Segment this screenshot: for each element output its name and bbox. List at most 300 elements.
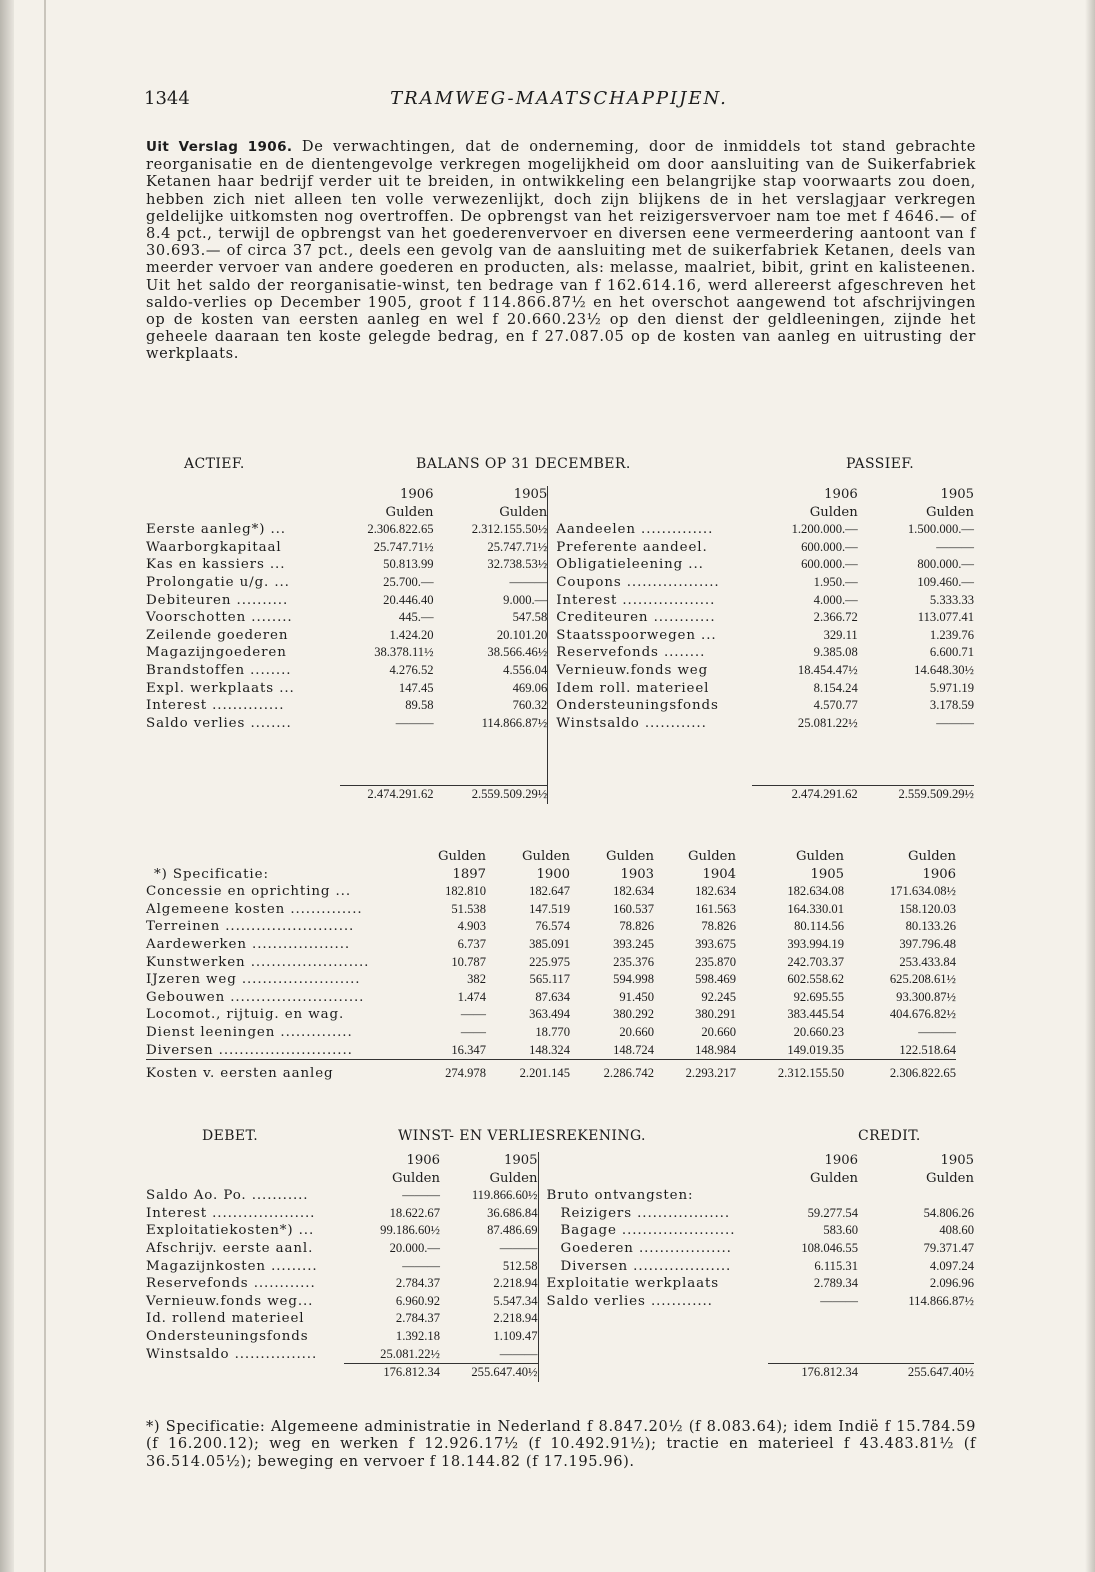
asset-value-1905: 38.566.46½: [487, 645, 548, 660]
credit-value-1905: 2.096.96: [929, 1276, 974, 1291]
credit-value-1905: 79.371.47: [923, 1240, 974, 1255]
header-spacer: [146, 1170, 344, 1188]
header-spacer: [146, 504, 340, 522]
asset-value-1906: 38.378.11½: [374, 645, 434, 660]
liability-value-1905: 5.971.19: [929, 680, 974, 695]
credit-value-1906: ———: [820, 1293, 858, 1308]
cost-item-value: 1.474: [457, 989, 486, 1004]
credit-label: Bagage ......................: [538, 1222, 768, 1240]
cost-item-value: 16.347: [451, 1042, 486, 1057]
table-row: [146, 936, 956, 954]
cost-item-value: 149.019.35: [787, 1042, 844, 1057]
year-header: 1906: [406, 1153, 440, 1168]
cost-item-value: 164.330.01: [787, 901, 844, 916]
debit-value-1906: 18.622.67: [389, 1205, 440, 1220]
asset-value-1905: 4.556.04: [503, 662, 548, 677]
liability-label: Aandeelen ..............: [548, 521, 752, 539]
footnote-specification: *) Specificatie: Algemeene administratie in Nederland f 8.847.20½ (f 8.083.64); idem Indië f 15.784.59 (f 16.200.12); weg en werken f 12.926.17½ (f 10.492.91½); tractie en materieel f 43.483.81½ (f 36.514.05½); beweging en vervoer f 18.144.82 (f 17.195.96).: [146, 1418, 976, 1470]
spacer: [434, 732, 548, 750]
liability-value-1906: 4.570.77: [813, 698, 858, 713]
table-row: [146, 901, 956, 919]
cost-item-label: Aardewerken ...................: [146, 936, 351, 952]
spacer: [340, 732, 434, 750]
unit-header: Gulden: [606, 849, 654, 864]
debit-value-1905: 119.866.60½: [471, 1188, 538, 1203]
cost-item-label: Diversen ..........................: [146, 1042, 353, 1058]
asset-value-1906: 147.45: [398, 680, 434, 695]
debit-value-1906: 25.081.22½: [380, 1346, 440, 1361]
unit-header: Gulden: [926, 1170, 974, 1186]
cost-item-value: 235.376: [613, 954, 654, 969]
asset-value-1905: 20.101.20: [496, 627, 548, 642]
cost-item-value: 92.695.55: [793, 989, 844, 1004]
asset-value-1905: 25.747.71½: [487, 539, 548, 554]
cost-item-value: 122.518.64: [899, 1042, 956, 1057]
credit-total-1905: 255.647.40½: [858, 1364, 974, 1382]
balance-title: BALANS OP 31 DECEMBER.: [416, 456, 631, 472]
cost-item-value: 158.120.03: [899, 901, 956, 916]
debit-value-1906: 99.186.60½: [380, 1223, 440, 1238]
header-spacer: [548, 504, 752, 522]
table-row: [146, 1293, 974, 1311]
cost-item-label: Kunstwerken .......................: [146, 954, 370, 970]
spacer: [146, 1364, 344, 1382]
cost-item-value: 51.538: [451, 901, 486, 916]
cost-item-value: 598.469: [695, 972, 736, 987]
cost-item-value: 148.324: [529, 1042, 570, 1057]
cost-item-value: 397.796.48: [899, 936, 956, 951]
debit-label: Afschrijv. eerste aanl.: [146, 1240, 314, 1256]
debit-label: Reservefonds ............: [146, 1276, 316, 1292]
cost-item-value: 76.574: [535, 919, 570, 934]
table-row: [146, 1346, 974, 1364]
cost-item-value: 2.293.217: [654, 1060, 736, 1083]
specification-label: *) Specificatie:: [154, 866, 269, 882]
cost-item-value: 161.563: [695, 901, 736, 916]
report-lead: Uit Verslag 1906.: [146, 139, 293, 155]
cost-item-value: 87.634: [535, 989, 570, 1004]
asset-value-1906: 2.306.822.65: [367, 522, 434, 537]
liability-value-1905: 113.077.41: [917, 610, 974, 625]
debit-label: Saldo Ao. Po. ...........: [146, 1188, 309, 1204]
debit-value-1906: ———: [402, 1258, 440, 1273]
asset-value-1906: 4.276.52: [389, 662, 434, 677]
cost-item-value: 20.660: [701, 1024, 736, 1039]
asset-value-1905: ———: [509, 574, 548, 589]
cost-specification-table: [146, 848, 956, 1082]
table-row: [146, 609, 974, 627]
header-spacer: [146, 486, 340, 504]
liability-label: Coupons ..................: [548, 574, 752, 592]
debit-value-1905: 36.686.84: [487, 1205, 538, 1220]
page-header: [144, 88, 974, 114]
spacer: [752, 732, 858, 750]
debit-value-1906: 6.960.92: [395, 1293, 440, 1308]
debit-label: Magazijnkosten .........: [146, 1258, 318, 1274]
liability-value-1905: 800.000.—: [917, 557, 974, 572]
table-row: [146, 954, 956, 972]
cost-item-value: 10.787: [451, 954, 486, 969]
credit-value-1906: 583.60: [823, 1223, 858, 1238]
balance-right-head: PASSIEF.: [846, 456, 915, 472]
credit-label: Diversen ...................: [538, 1258, 768, 1276]
cost-item-value: ——: [460, 1007, 486, 1022]
spacer: [752, 768, 858, 786]
asset-label: Interest ..............: [146, 698, 285, 714]
cost-item-value: 92.245: [701, 989, 736, 1004]
table-row: [146, 1310, 974, 1328]
cost-item-value: 20.660: [619, 1024, 654, 1039]
cost-item-value: 80.133.26: [905, 919, 956, 934]
debit-label: Exploitatiekosten*) ...: [146, 1223, 315, 1239]
cost-item-value: 182.634.08: [787, 884, 844, 899]
year-header: 1905: [513, 487, 548, 502]
credit-label: Saldo verlies ............: [538, 1293, 768, 1311]
cost-item-value: 4.903: [457, 919, 486, 934]
header-spacer: [538, 1152, 768, 1170]
table-row: [146, 644, 974, 662]
year-header: 1905: [503, 1153, 538, 1168]
cost-item-value: ——: [460, 1024, 486, 1039]
asset-label: Eerste aanleg*) ...: [146, 522, 286, 538]
unit-header: Gulden: [499, 504, 548, 520]
cost-item-value: 2.286.742: [570, 1060, 654, 1083]
cost-item-label: Dienst leeningen ..............: [146, 1024, 353, 1040]
asset-value-1905: 760.32: [512, 698, 548, 713]
credit-value-1905: [858, 1310, 974, 1328]
debit-label: Winstsaldo ................: [146, 1347, 318, 1363]
credit-value-1906: 59.277.54: [807, 1205, 858, 1220]
asset-label: Prolongatie u/g. ...: [146, 574, 290, 590]
cost-item-value: 148.724: [613, 1042, 654, 1057]
debit-value-1905: 5.547.34: [493, 1293, 538, 1308]
asset-value-1906: 20.446.40: [383, 592, 434, 607]
unit-header: Gulden: [809, 504, 858, 520]
debit-label: Id. rollend materieel: [146, 1311, 305, 1327]
liability-value-1906: 9.385.08: [813, 645, 858, 660]
liability-value-1906: 329.11: [823, 627, 858, 642]
credit-value-1906: 6.115.31: [814, 1258, 858, 1273]
asset-label: Debiteuren ..........: [146, 592, 289, 608]
profit-loss-table: [146, 1152, 974, 1382]
spacer: [340, 768, 434, 786]
credit-value-1905: 54.806.26: [923, 1205, 974, 1220]
table-row: [146, 1328, 974, 1346]
liability-label: Winstsaldo ............: [548, 715, 752, 733]
table-row: [146, 1024, 956, 1042]
debit-value-1906: 2.784.37: [395, 1276, 440, 1291]
spacer: [340, 750, 434, 768]
debit-value-1906: 1.392.18: [395, 1328, 440, 1343]
year-header: 1897: [452, 866, 486, 882]
debit-value-1906: ———: [402, 1188, 440, 1203]
asset-value-1906: ———: [395, 715, 434, 730]
debit-label: Vernieuw.fonds weg...: [146, 1293, 314, 1309]
balance-table: [146, 486, 974, 804]
credit-label: [538, 1310, 768, 1328]
debit-label: Ondersteuningsfonds: [146, 1328, 309, 1344]
spacer: [146, 750, 340, 768]
cost-item-label: Kosten v. eersten aanleg: [146, 1060, 408, 1083]
table-row: [146, 556, 974, 574]
cost-item-value: 274.978: [408, 1060, 486, 1083]
report-text: De verwachtingen, dat de onderneming, door de inmiddels tot stand gebrachte reorganisatie en de dientengevolge verkregen mogelijkheid om door aansluiting van de Suikerfabriek Ketanen haar bedrijf verder uit te breiden, in ontwikkeling een belangrijke stap voorwaarts zou doen, hebben zich niet alleen ten volle verwezenlijkt, doch zijn blijkens de in het verslagjaar verkregen geldelijke uitkomsten nog overtroffen. De opbrengst van het reizigersvervoer nam toe met f 4646.— of 8.4 pct., terwijl de opbrengst van het goederenvervoer en diversen eene vermeerdering aantoont van f 30.693.— of circa 37 pct., deels een gevolg van de aansluiting met de suikerfabriek Ketanen, deels van meerder vervoer van andere goederen en producten, als: melasse, maalriet, bibit, grint en kalisteenen. Uit het saldo der reorganisatie-winst, ten bedrage van f 162.614.16, werd allereerst afgeschreven het saldo-verlies op December 1905, groot f 114.866.87½ en het overschot aangewend tot afschrijvingen op de kosten van eersten aanleg en wel f 20.660.23½ op den dienst der geldleeningen, zijnde het geheele daaraan ten koste gelegde bedrag, en f 27.087.05 op de kosten van aanleg en uitrusting der werkplaats.: [146, 138, 977, 363]
liability-value-1905: 6.600.71: [929, 645, 974, 660]
liability-total-1905: 2.559.509.29½: [858, 786, 974, 804]
asset-total-1906: 2.474.291.62: [340, 786, 434, 804]
credit-value-1905: 408.60: [939, 1223, 974, 1238]
cost-item-value: 182.634: [695, 884, 736, 899]
header-spacer: [548, 486, 752, 504]
credit-value-1905: [858, 1187, 974, 1205]
page-number: 1344: [144, 88, 190, 109]
cost-item-value: 20.660.23: [793, 1024, 844, 1039]
liability-value-1905: 109.460.—: [917, 574, 974, 589]
cost-item-value: 393.675: [695, 936, 736, 951]
liability-value-1905: 1.239.76: [929, 627, 974, 642]
spacer: [752, 750, 858, 768]
credit-value-1906: [768, 1346, 858, 1364]
liability-label: Staatsspoorwegen ...: [548, 627, 752, 645]
spacer: [146, 768, 340, 786]
cost-item-value: 182.647: [529, 884, 570, 899]
table-row: [146, 574, 974, 592]
cost-item-value: 242.703.37: [787, 954, 844, 969]
cost-item-value: 91.450: [619, 989, 654, 1004]
credit-value-1905: 114.866.87½: [908, 1293, 974, 1308]
credit-value-1906: [768, 1328, 858, 1346]
liability-value-1906: 1.950.—: [813, 574, 858, 589]
debit-value-1906: 20.000.—: [389, 1240, 440, 1255]
liability-total-1906: 2.474.291.62: [752, 786, 858, 804]
credit-value-1906: 108.046.55: [801, 1240, 858, 1255]
year-header: 1903: [620, 866, 654, 882]
table-row: [146, 627, 974, 645]
table-row: [146, 883, 956, 901]
liability-value-1905: ———: [936, 715, 974, 730]
debit-value-1905: 512.58: [502, 1258, 538, 1273]
balance-left-head: ACTIEF.: [184, 456, 245, 472]
cost-item-value: 78.826: [619, 919, 654, 934]
asset-value-1905: 32.738.53½: [487, 557, 548, 572]
report-paragraph: [146, 138, 976, 363]
year-header: 1906: [922, 866, 956, 882]
spacer: [548, 732, 752, 750]
year-header: 1904: [702, 866, 736, 882]
asset-value-1905: 9.000.—: [503, 592, 548, 607]
liability-value-1906: 600.000.—: [801, 557, 858, 572]
credit-value-1905: [858, 1346, 974, 1364]
liability-label: Crediteuren ............: [548, 609, 752, 627]
asset-value-1906: 445.—: [398, 610, 434, 625]
cost-item-value: 160.537: [613, 901, 654, 916]
cost-item-value: 235.870: [695, 954, 736, 969]
liability-label: Vernieuw.fonds weg: [548, 662, 752, 680]
debit-value-1906: 2.784.37: [395, 1311, 440, 1326]
cost-item-value: 383.445.54: [787, 1007, 844, 1022]
liability-value-1905: 3.178.59: [929, 698, 974, 713]
credit-value-1905: 4.097.24: [929, 1258, 974, 1273]
cost-item-value: 6.737: [457, 936, 486, 951]
table-row: [146, 1187, 974, 1205]
spacer: [858, 732, 974, 750]
liability-value-1906: 1.200.000.—: [791, 522, 858, 537]
asset-label: Brandstoffen ........: [146, 662, 292, 678]
table-row: [146, 971, 956, 989]
cost-item-value: 380.292: [613, 1007, 654, 1022]
cost-item-value: 80.114.56: [794, 919, 844, 934]
liability-value-1905: 1.500.000.—: [907, 522, 974, 537]
asset-label: Kas en kassiers ...: [146, 557, 286, 573]
asset-value-1905: 469.06: [512, 680, 548, 695]
credit-label: [538, 1328, 768, 1346]
profit-loss-left-head: DEBET.: [202, 1128, 259, 1144]
debit-value-1905: 87.486.69: [487, 1223, 538, 1238]
asset-value-1906: 25.747.71½: [373, 539, 434, 554]
unit-header: Gulden: [926, 504, 974, 520]
table-row: [146, 521, 974, 539]
cost-item-value: 78.826: [701, 919, 736, 934]
cost-item-label: Algemeene kosten ..............: [146, 901, 363, 917]
unit-header: Gulden: [810, 1170, 858, 1186]
asset-label: Saldo verlies ........: [146, 715, 292, 731]
table-row: [146, 662, 974, 680]
asset-label: Voorschotten ........: [146, 610, 293, 626]
unit-header: Gulden: [438, 849, 486, 864]
table-row: [146, 539, 974, 557]
cost-item-label: Concessie en oprichting ...: [146, 884, 351, 900]
asset-total-1905: 2.559.509.29½: [434, 786, 548, 804]
cost-item-value: 253.433.84: [899, 954, 956, 969]
year-header: 1906: [399, 487, 434, 502]
credit-label: Bruto ontvangsten:: [538, 1187, 768, 1205]
debit-label: Interest ....................: [146, 1205, 316, 1221]
table-row: [146, 1258, 974, 1276]
liability-value-1905: ———: [936, 539, 974, 554]
year-header: 1900: [536, 866, 570, 882]
cost-item-value: 182.810: [445, 884, 486, 899]
credit-label: [538, 1346, 768, 1364]
page-edge-right: [1085, 0, 1095, 1572]
asset-label: Expl. werkplaats ...: [146, 680, 295, 696]
liability-value-1906: 18.454.47½: [797, 662, 858, 677]
asset-value-1905: 2.312.155.50½: [471, 522, 548, 537]
table-row: [146, 1205, 974, 1223]
liability-label: Preferente aandeel.: [548, 539, 752, 557]
liability-label: Idem roll. materieel: [548, 680, 752, 698]
table-row: [146, 1042, 956, 1060]
unit-header: Gulden: [489, 1170, 538, 1186]
cost-item-value: 382: [467, 972, 486, 987]
profit-loss-right-head: CREDIT.: [858, 1128, 921, 1144]
unit-header: Gulden: [385, 504, 434, 520]
table-row: [146, 1006, 956, 1024]
liability-label: Obligatieleening ...: [548, 556, 752, 574]
table-row: [146, 989, 956, 1007]
cost-item-label: IJzeren weg .......................: [146, 972, 361, 988]
year-header: 1905: [940, 487, 974, 502]
cost-item-value: ———: [918, 1024, 956, 1039]
debit-total-1906: 176.812.34: [344, 1364, 440, 1382]
spacer: [146, 786, 340, 804]
cost-item-value: 148.984: [695, 1042, 736, 1057]
table-row: [146, 1240, 974, 1258]
cost-item-value: 171.634.08½: [889, 884, 956, 899]
spacer: [548, 768, 752, 786]
cost-item-value: 2.306.822.65: [844, 1060, 956, 1083]
table-row: [146, 592, 974, 610]
cost-item-label: Locomot., rijtuig. en wag.: [146, 1007, 345, 1023]
year-header: 1906: [824, 1153, 858, 1168]
unit-header: Gulden: [908, 849, 956, 864]
spacer: [434, 750, 548, 768]
cost-item-value: 225.975: [529, 954, 570, 969]
cost-item-value: 565.117: [529, 972, 570, 987]
table-row: [146, 1060, 956, 1083]
liability-label: Interest ..................: [548, 592, 752, 610]
table-row: [146, 715, 974, 733]
table-row: [146, 697, 974, 715]
cost-item-label: Terreinen .........................: [146, 919, 355, 935]
running-title: TRAMWEG-MAATSCHAPPIJEN.: [390, 88, 728, 109]
cost-item-value: 602.558.62: [787, 972, 844, 987]
unit-header: Gulden: [688, 849, 736, 864]
table-row: [146, 1222, 974, 1240]
cost-item-value: 93.300.87½: [896, 989, 956, 1004]
credit-label: Exploitatie werkplaats: [538, 1275, 768, 1293]
cost-item-value: 363.494: [529, 1007, 570, 1022]
credit-value-1906: [768, 1187, 858, 1205]
spacer: [434, 768, 548, 786]
debit-total-1905: 255.647.40½: [440, 1364, 538, 1382]
year-header: 1906: [824, 487, 858, 502]
liability-label: Ondersteuningsfonds: [548, 697, 752, 715]
spacer: [538, 1364, 768, 1382]
cost-item-value: 2.312.155.50: [736, 1060, 844, 1083]
credit-label: Reizigers ..................: [538, 1205, 768, 1223]
unit-header: Gulden: [796, 849, 844, 864]
table-row: [146, 680, 974, 698]
profit-loss-title: WINST- EN VERLIESREKENING.: [398, 1128, 646, 1144]
asset-value-1905: 114.866.87½: [481, 715, 548, 730]
asset-value-1906: 25.700.—: [383, 574, 434, 589]
cost-item-value: 594.998: [613, 972, 654, 987]
liability-value-1905: 14.648.30½: [914, 662, 974, 677]
cost-item-value: 393.245: [613, 936, 654, 951]
cost-item-label: Gebouwen ..........................: [146, 989, 365, 1005]
cost-item-value: 2.201.145: [486, 1060, 570, 1083]
unit-header: Gulden: [522, 849, 570, 864]
liability-value-1906: 600.000.—: [801, 539, 858, 554]
credit-value-1905: [858, 1328, 974, 1346]
spacer: [146, 732, 340, 750]
spacer: [858, 750, 974, 768]
asset-label: Magazijngoederen: [146, 645, 287, 661]
liability-value-1906: 4.000.—: [813, 592, 858, 607]
cost-item-value: 18.770: [535, 1024, 570, 1039]
cost-item-value: 182.634: [613, 884, 654, 899]
cost-item-value: 393.994.19: [787, 936, 844, 951]
debit-value-1905: 2.218.94: [493, 1311, 538, 1326]
page-gutter-line: [44, 0, 46, 1572]
header-spacer: [538, 1170, 768, 1188]
table-row: [146, 918, 956, 936]
liability-label: Reservefonds ........: [548, 644, 752, 662]
header-spacer: [146, 1152, 344, 1170]
asset-value-1906: 50.813.99: [383, 557, 434, 572]
year-header: 1905: [810, 866, 844, 882]
spacer: [858, 768, 974, 786]
